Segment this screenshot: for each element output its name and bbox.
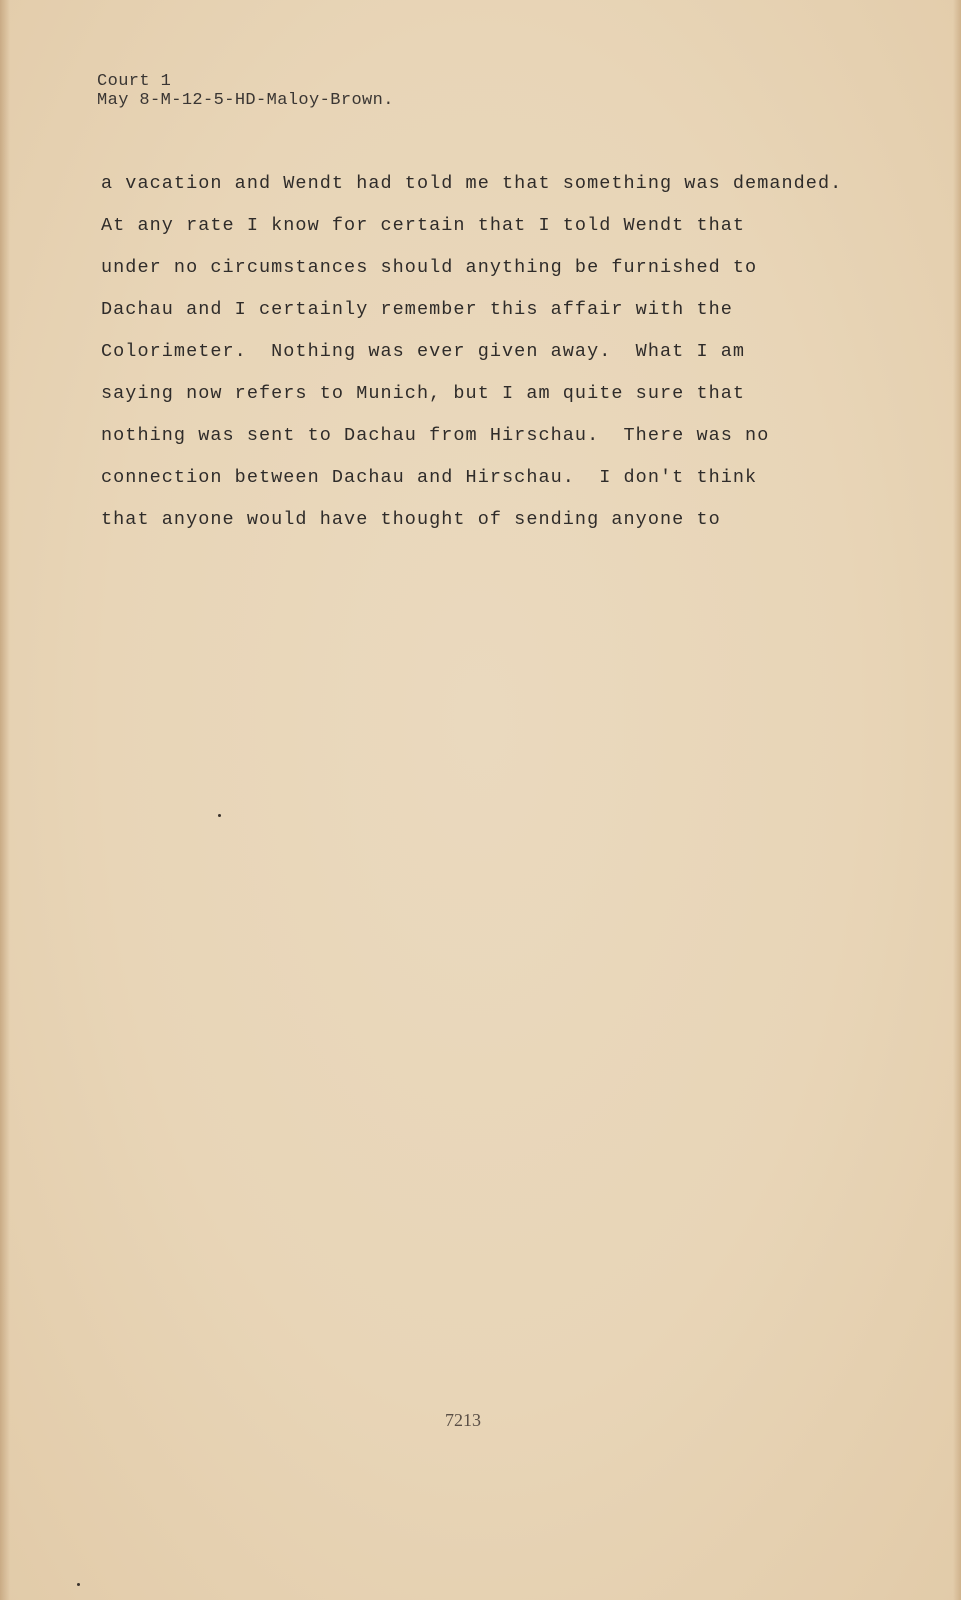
- paper-speck: [218, 814, 221, 817]
- page-right-edge: [953, 0, 961, 1600]
- transcript-line: connection between Dachau and Hirschau. I don't think: [101, 467, 758, 488]
- transcript-line: under no circumstances should anything be furnished to: [101, 257, 758, 278]
- transcript-body: [101, 170, 901, 548]
- header-reference: May 8-M-12-5-HD-Maloy-Brown.: [97, 91, 394, 110]
- transcript-line: saying now refers to Munich, but I am quite sure that: [101, 383, 746, 404]
- paper-speck: [77, 1583, 80, 1586]
- transcript-line: Dachau and I certainly remember this affair with the: [101, 299, 733, 320]
- header-court: Court 1: [97, 72, 172, 91]
- page-left-edge: [0, 0, 10, 1600]
- transcript-line: At any rate I know for certain that I told Wendt that: [101, 215, 746, 236]
- page-number: 7213: [445, 1410, 481, 1430]
- transcript-line: nothing was sent to Dachau from Hirschau. There was no: [101, 425, 770, 446]
- transcript-line: a vacation and Wendt had told me that something was demanded.: [101, 173, 843, 194]
- transcript-line: that anyone would have thought of sending anyone to: [101, 509, 721, 530]
- document-header: [97, 72, 394, 110]
- transcript-line: Colorimeter. Nothing was ever given away. What I am: [101, 341, 746, 362]
